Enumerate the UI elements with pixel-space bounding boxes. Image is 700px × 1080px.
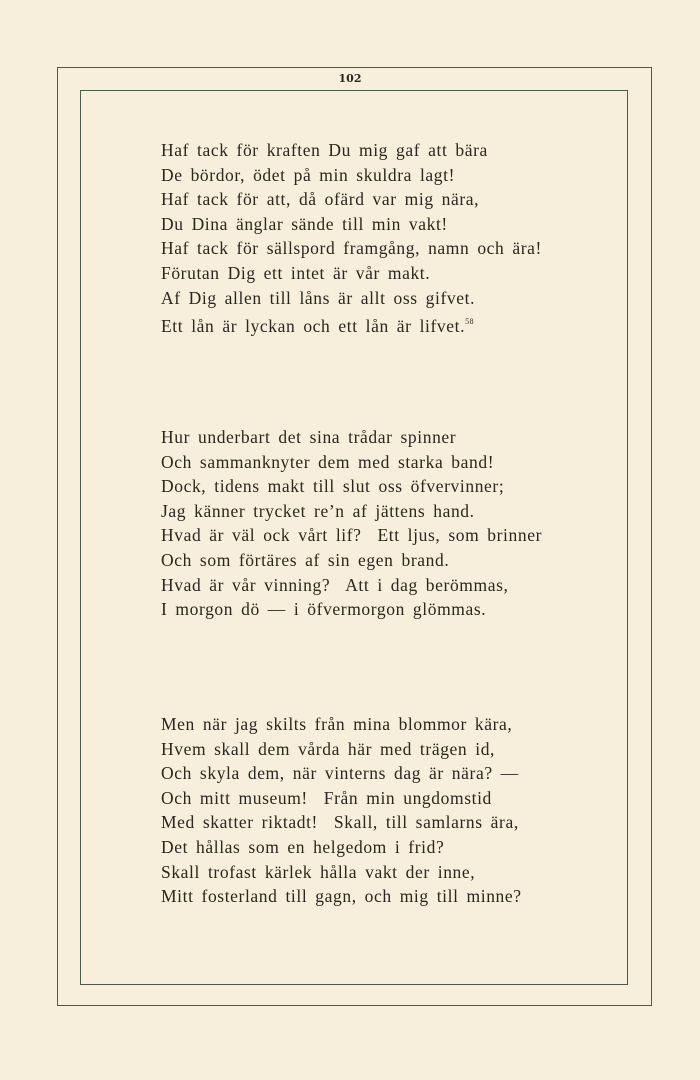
poem-line: Förutan Dig ett intet är vår makt. [161,262,431,283]
poem-line: Skall trofast kärlek hålla vakt der inne, [161,861,476,882]
footnote-mark: 58 [465,317,475,327]
poem-line: Jag känner trycket re’n af jättens hand. [161,500,475,521]
stanza-2 [161,425,542,622]
poem-line: Haf tack för sällspord framgång, namn och ära! [161,238,542,259]
poem-line: De bördor, ödet på min skuldra lagt! [161,164,456,185]
poem-line: Dock, tidens makt till slut oss öfvervinner; [161,476,505,497]
stanza-3 [161,712,522,909]
poem-line: Och mitt museum! Från min ungdomstid [161,787,492,808]
poem-line: Och skyla dem, när vinterns dag är nära? — [161,763,519,784]
poem-line: Af Dig allen till låns är allt oss gifvet. [161,287,476,308]
poem-line: Men när jag skilts från mina blommor kära, [161,714,513,734]
poem-line: Hur underbart det sina trådar spinner [161,427,457,447]
poem-line: Det hållas som en helgedom i frid? [161,836,445,857]
poem-line: Hvad är väl ock vårt lif? Ett ljus, som brinner [161,525,543,546]
stanza-1 [161,138,542,339]
poem-line: Och sammanknyter dem med starka band! [161,451,495,472]
poem-line: Mitt fosterland till gagn, och mig till minne? [161,886,522,907]
poem-line [161,310,542,339]
poem-line: Du Dina änglar sände till min vakt! [161,213,448,234]
poem-line: Haf tack för kraften Du mig gaf att bära [161,140,488,160]
poem-line: Och som förtäres af sin egen brand. [161,549,450,570]
poem-line: Haf tack för att, då ofärd var mig nära, [161,189,480,210]
poem-line: Hvem skall dem vårda här med trägen id, [161,738,496,759]
poem-line-text: Ett lån är lyckan och ett lån är lifvet. [161,316,466,337]
page-number: 102 [338,72,362,85]
poem-line: Hvad är vår vinning? Att i dag berömmas, [161,574,509,595]
poem-line: Med skatter riktadt! Skall, till samlarns ära, [161,812,519,833]
poem-line: I morgon dö — i öfvermorgon glömmas. [161,599,487,620]
